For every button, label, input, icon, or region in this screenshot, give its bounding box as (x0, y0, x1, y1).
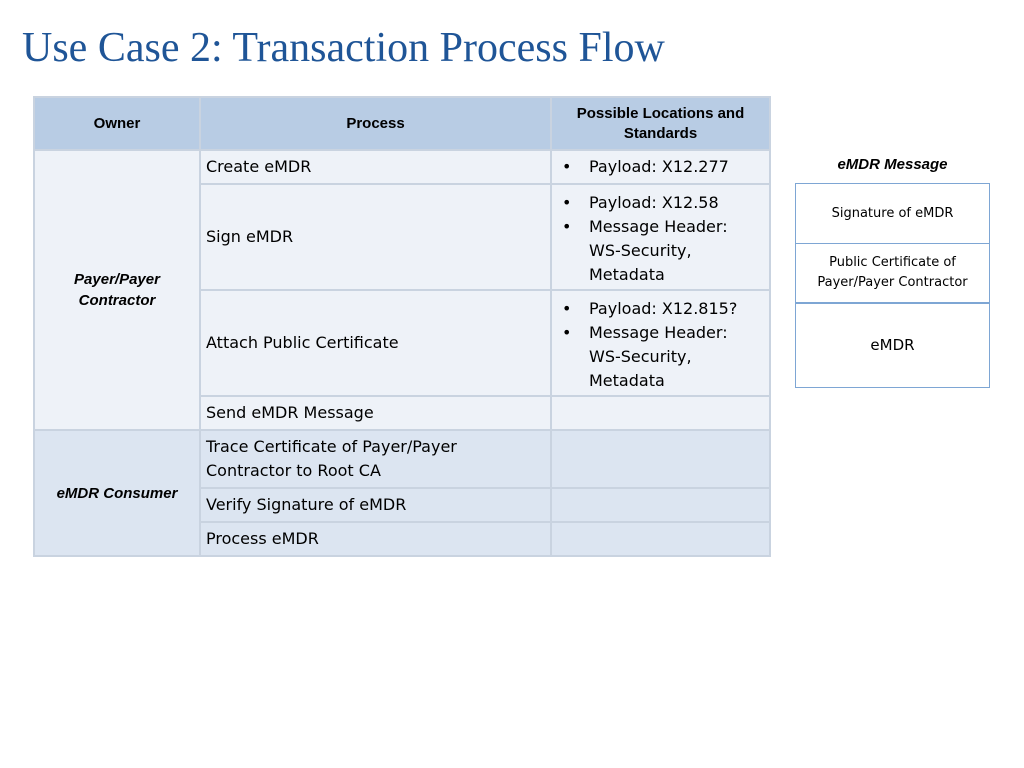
locations-list (557, 191, 764, 287)
process-cell: Process eMDR (200, 522, 551, 556)
process-cell: Attach Public Certificate (200, 290, 551, 396)
process-cell: Verify Signature of eMDR (200, 488, 551, 522)
table-header-row (34, 97, 770, 150)
location-item: • Message Header: WS-Security, Metadata (557, 215, 764, 287)
message-part-signature: Signature of eMDR (795, 183, 990, 244)
locations-cell (551, 396, 770, 430)
header-process: Process (200, 97, 551, 150)
location-item: • Payload: X12.277 (557, 155, 764, 179)
message-part-certificate: Public Certificate of Payer/Payer Contractor (795, 243, 990, 304)
location-item: • Payload: X12.815? (557, 297, 764, 321)
process-cell: Sign eMDR (200, 184, 551, 290)
process-cell: Create eMDR (200, 150, 551, 184)
locations-cell (551, 184, 770, 290)
process-cell: Trace Certificate of Payer/Payer Contractor to Root CA (200, 430, 551, 488)
table-row (34, 150, 770, 184)
page-title: Use Case 2: Transaction Process Flow (22, 25, 665, 71)
locations-cell (551, 290, 770, 396)
emdr-message-diagram (795, 183, 990, 388)
owner-cell-consumer: eMDR Consumer (34, 430, 200, 556)
process-cell: Send eMDR Message (200, 396, 551, 430)
header-locations: Possible Locations and Standards (551, 97, 770, 150)
location-item: • Message Header: WS-Security, Metadata (557, 321, 764, 393)
process-flow-table (33, 96, 771, 557)
locations-cell (551, 430, 770, 488)
locations-list (557, 155, 764, 179)
table-row (34, 430, 770, 488)
header-owner: Owner (34, 97, 200, 150)
locations-cell (551, 522, 770, 556)
locations-cell (551, 150, 770, 184)
location-item: • Payload: X12.58 (557, 191, 764, 215)
message-part-emdr: eMDR (795, 302, 990, 388)
locations-cell (551, 488, 770, 522)
owner-cell-payer: Payer/Payer Contractor (34, 150, 200, 430)
emdr-message-title: eMDR Message (837, 156, 948, 173)
locations-list (557, 297, 764, 393)
